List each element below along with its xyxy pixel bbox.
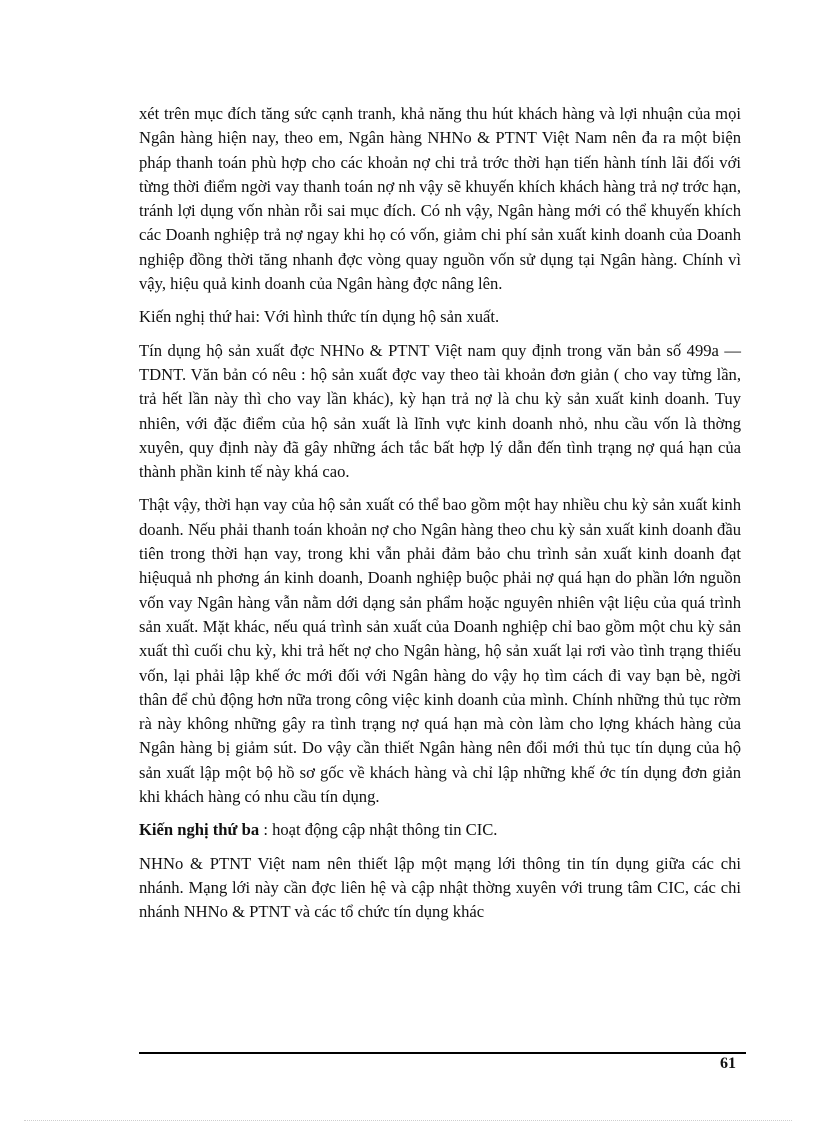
page-edge-divider xyxy=(24,1120,792,1121)
paragraph-4: Thật vậy, thời hạn vay của hộ sản xuất có thể bao gồm một hay nhiều chu kỳ sản xuất kinh doanh. Nếu phải thanh toán khoản nợ cho Ngân hàng theo chu kỳ sản xuất kinh doanh đầu tiên trong thời hạn vay, trong khi vẫn phải đảm bảo chu trình sản xuất kinh doanh đạt hiệuquả nh phơng án kinh doanh, Doanh nghiệp buộc phải nợ quá hạn do phần lớn nguồn vốn vay Ngân hàng vẫn nằm dới dạng sản phẩm hoặc nguyên nhiên vật liệu của quá trình sản xuất. Mặt khác, nếu quá trình sản xuất của Doanh nghiệp chỉ bao gồm một chu kỳ sản xuất thì cuối chu kỳ, khi trả hết nợ cho Ngân hàng, hộ sản xuất lại rơi vào tình trạng thiếu vốn, lại phải lập khế ớc mới đối với Ngân hàng do vậy họ tìm cách đi vay bạn bè, ngời thân để chủ động hơn nữa trong công việc kinh doanh của mình. Chính những thủ tục rờm rà này không những gây ra tình trạng nợ quá hạn mà còn làm cho lợng khách hàng của Ngân hàng bị giảm sút. Do vậy cần thiết Ngân hàng nên đổi mới thủ tục tín dụng của hộ sản xuất lập một bộ hồ sơ gốc về khách hàng và chỉ lập những khế ớc tín dụng đơn giản khi khách hàng có nhu cầu tín dụng. xyxy=(139,495,741,807)
body-text xyxy=(139,102,741,934)
paragraph-5-text: : hoạt động cập nhật thông tin CIC. xyxy=(259,820,498,840)
page-number: 61 xyxy=(720,1055,736,1072)
paragraph-5 xyxy=(139,818,741,842)
footer-rule xyxy=(139,1052,746,1054)
paragraph-1: xét trên mục đích tăng sức cạnh tranh, khả năng thu hút khách hàng và lợi nhuận của mọi Ngân hàng hiện nay, theo em, Ngân hàng NHNo & PTNT Việt Nam nên đa ra một biện pháp thanh toán phù hợp cho các khoản nợ chi trả trớc thời hạn tiến hành tính lãi đối với từng thời điểm ngời vay thanh toán nợ nh vậy sẽ khuyến khích khách hàng trả nợ trớc hạn, tránh lợi dụng vốn nhàn rỗi sai mục đích. Có nh vậy, Ngân hàng mới có thể khuyến khích các Doanh nghiệp trả nợ ngay khi họ có vốn, giảm chi phí sản xuất kinh doanh của Doanh nghiệp đồng thời tăng nhanh đợc vòng quay nguồn vốn sử dụng tại Ngân hàng. Chính vì vậy, hiệu quả kinh doanh của Ngân hàng đợc nâng lên. xyxy=(139,104,741,294)
paragraph-2: Kiến nghị thứ hai: Với hình thức tín dụng hộ sản xuất. xyxy=(139,307,500,327)
paragraph-6: NHNo & PTNT Việt nam nên thiết lập một mạng lới thông tin tín dụng giữa các chi nhánh. Mạng lới này cần đợc liên hệ và cập nhật thờng xuyên với trung tâm CIC, các chi nhánh NHNo & PTNT và các tổ chức tín dụng khác xyxy=(139,853,741,922)
paragraph-3: Tín dụng hộ sản xuất đợc NHNo & PTNT Việt nam quy định trong văn bản số 499a — TDNT. Văn bản có nêu : hộ sản xuất đợc vay theo tài khoản đơn giản ( cho vay từng lần, trả hết lần này thì cho vay lần khác), kỳ hạn trả nợ là chu kỳ sản xuất kinh doanh. Tuy nhiên, với đặc điểm của hộ sản xuất là lĩnh vực kinh doanh nhỏ, nhu cầu vốn là thờng xuyên, quy định này đã gây những ách tắc bất hợp lý dẫn đến tình trạng nợ quá hạn của thành phần kinh tế này khá cao. xyxy=(139,340,741,482)
paragraph-5-heading: Kiến nghị thứ ba xyxy=(139,820,260,840)
